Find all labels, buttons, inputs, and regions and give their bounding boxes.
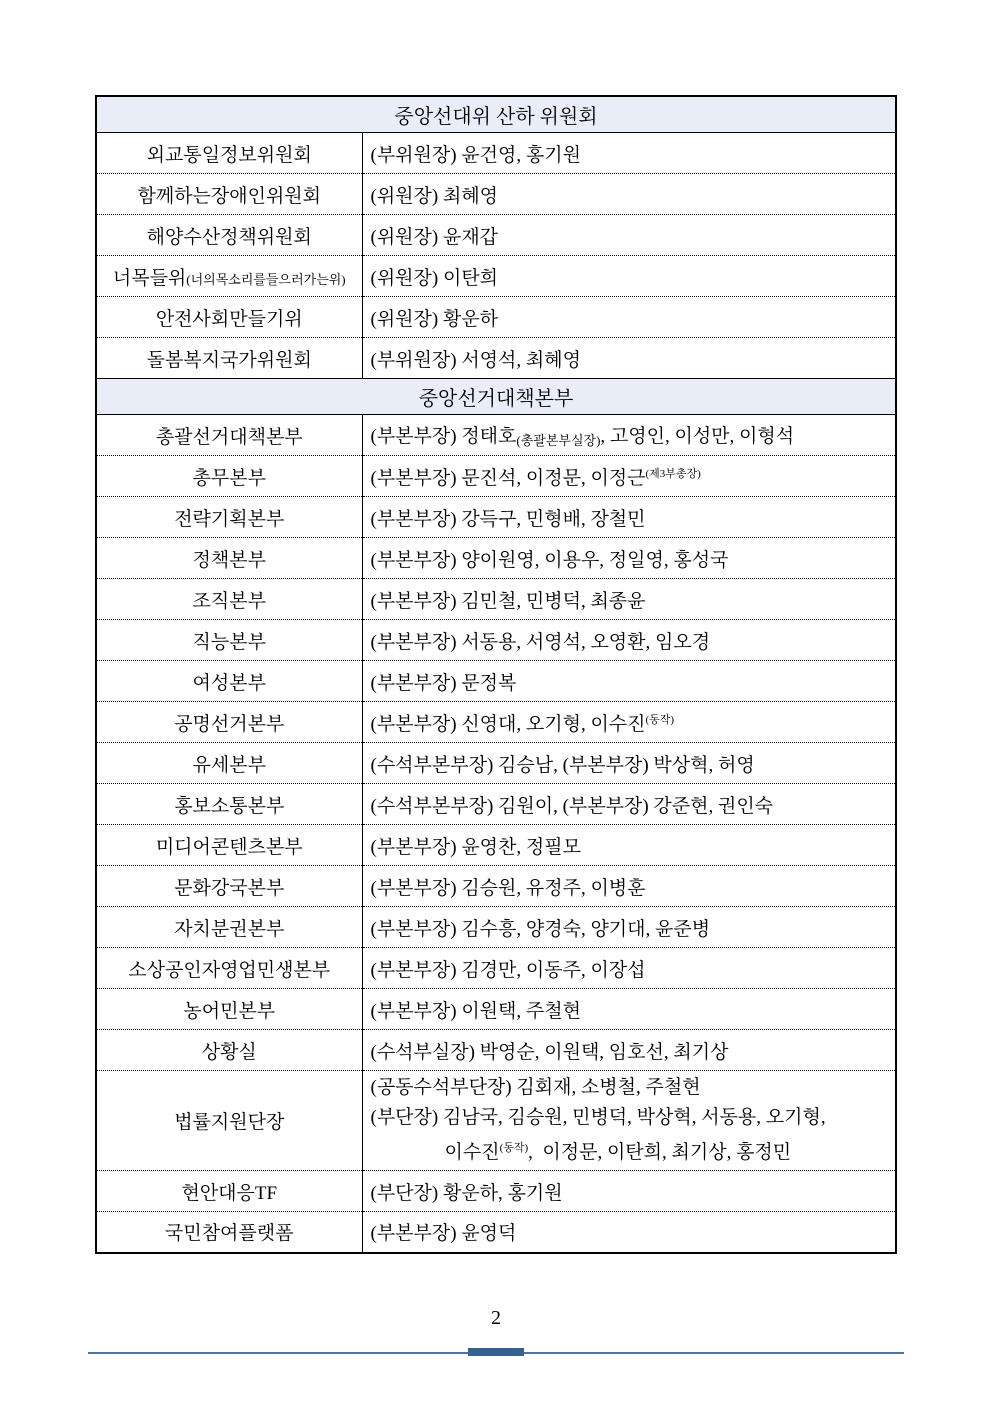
section-title: 중앙선대위 산하 위원회: [96, 96, 896, 133]
text-segment: (부위원장) 서영석, 최혜영: [370, 349, 581, 371]
text-segment: (부위원장) 윤건영, 홍기원: [370, 144, 581, 166]
text-segment: (공동수석부단장) 김회재, 소병철, 주철현: [370, 1077, 701, 1098]
text-segment: (동작): [645, 713, 675, 726]
committee-table: [95, 95, 897, 1254]
members-cell: [362, 174, 896, 215]
committee-table-body: [96, 96, 896, 1253]
text-segment: 해양수산정책위원회: [146, 226, 312, 248]
table-row: [96, 1030, 896, 1071]
members-cell: [362, 866, 896, 907]
text-segment: (수석부본부장) 김승남, (부본부장) 박상혁, 허영: [370, 754, 755, 776]
text-segment: (부본부장) 김경만, 이동주, 이장섭: [370, 959, 646, 981]
text-segment: 국민참여플랫폼: [165, 1223, 294, 1245]
org-name-cell: [96, 866, 362, 907]
text-segment: (위원장) 윤재갑: [370, 226, 499, 248]
org-name-cell: [96, 620, 362, 661]
table-row: [96, 825, 896, 866]
table-row: [96, 256, 896, 297]
table-row: [96, 338, 896, 379]
text-segment: (부본부장) 이원택, 주철현: [370, 1000, 581, 1022]
members-line: [371, 627, 890, 654]
text-segment: (부본부장) 서동용, 서영석, 오영환, 임오경: [370, 631, 711, 653]
table-row: [96, 174, 896, 215]
org-name-cell: [96, 1071, 362, 1171]
members-line: [371, 263, 890, 290]
members-line: [371, 709, 890, 736]
text-segment: (위원장) 최혜영: [370, 185, 499, 207]
text-segment: (부본부장) 김승원, 유정주, 이병훈: [370, 877, 646, 899]
members-cell: [362, 907, 896, 948]
table-row: [96, 1171, 896, 1212]
members-line: [371, 1218, 890, 1245]
members-cell: [362, 1071, 896, 1171]
table-row: [96, 661, 896, 702]
text-segment: 유세본부: [192, 754, 266, 776]
table-row: [96, 989, 896, 1030]
footer-rule-accent: [468, 1348, 524, 1356]
text-segment: 농어민본부: [183, 1000, 276, 1022]
members-line: [371, 1103, 890, 1133]
members-line: [371, 668, 890, 695]
members-cell: [362, 1030, 896, 1071]
text-segment: 미디어콘텐츠본부: [155, 836, 303, 858]
members-line: [371, 222, 890, 249]
org-name-cell: [96, 174, 362, 215]
members-line: [371, 345, 890, 372]
text-segment: (부본부장) 강득구, 민형배, 장철민: [370, 508, 646, 530]
table-row: [96, 907, 896, 948]
members-line: [371, 791, 890, 818]
org-name-cell: [96, 1212, 362, 1253]
text-segment: 여성본부: [192, 672, 266, 694]
text-segment: 법률지원단장: [174, 1112, 285, 1133]
section-header-row: [96, 96, 896, 133]
text-segment: 소상공인자영업민생본부: [128, 959, 331, 981]
members-cell: [362, 620, 896, 661]
text-segment: 전략기획본부: [174, 508, 285, 530]
members-line: [371, 586, 890, 613]
org-name-cell: [96, 579, 362, 620]
members-cell: [362, 538, 896, 579]
page-number: 2: [491, 1307, 501, 1329]
org-name-cell: [96, 297, 362, 338]
table-row: [96, 415, 896, 456]
text-segment: 공명선거본부: [174, 713, 285, 735]
members-line: [371, 463, 890, 490]
text-segment: (위원장) 황운하: [370, 308, 499, 330]
text-segment: (수석부본부장) 김원이, (부본부장) 강준현, 권인숙: [370, 795, 774, 817]
org-name-cell: [96, 825, 362, 866]
members-cell: [362, 415, 896, 456]
table-row: [96, 702, 896, 743]
table-row: [96, 620, 896, 661]
text-segment: 총괄선거대책본부: [155, 426, 303, 448]
org-name-cell: [96, 907, 362, 948]
org-name-cell: [96, 989, 362, 1030]
text-segment: (총괄본부실장): [516, 433, 601, 448]
members-line: [371, 832, 890, 859]
members-line: [371, 1037, 890, 1064]
text-segment: (수석부실장) 박영순, 이원택, 임호선, 최기상: [370, 1041, 729, 1063]
members-line: [371, 955, 890, 982]
text-segment: 돌봄복지국가위원회: [146, 349, 312, 371]
text-segment: (부본부장) 윤영찬, 정필모: [370, 836, 581, 858]
text-segment: 현안대응TF: [181, 1182, 278, 1204]
text-segment: 직능본부: [192, 631, 266, 653]
members-cell: [362, 297, 896, 338]
table-row: [96, 133, 896, 174]
text-segment: (부본부장) 정태호: [370, 426, 517, 447]
section-header-row: [96, 379, 896, 415]
text-segment: (동작): [499, 1142, 529, 1154]
table-row: [96, 215, 896, 256]
text-segment: 조직본부: [192, 590, 266, 612]
text-segment: 이수진: [444, 1142, 500, 1163]
members-cell: [362, 497, 896, 538]
members-cell: [362, 338, 896, 379]
org-name-cell: [96, 1030, 362, 1071]
org-name-cell: [96, 538, 362, 579]
text-segment: 외교통일정보위원회: [146, 144, 312, 166]
members-line: [371, 181, 890, 208]
text-segment: 자치분권본부: [174, 918, 285, 940]
members-cell: [362, 702, 896, 743]
text-segment: 총무본부: [192, 467, 266, 489]
members-cell: [362, 133, 896, 174]
members-cell: [362, 661, 896, 702]
text-segment: (부본부장) 문진석, 이정문, 이정근: [370, 467, 646, 489]
members-line: [371, 873, 890, 900]
table-row: [96, 743, 896, 784]
members-cell: [362, 256, 896, 297]
members-line: [371, 504, 890, 531]
members-cell: [362, 784, 896, 825]
org-name-cell: [96, 948, 362, 989]
org-name-cell: [96, 133, 362, 174]
table-row: [96, 1071, 896, 1171]
text-segment: 상황실: [201, 1041, 257, 1063]
text-segment: (너의목소리를들으러가는위): [186, 271, 346, 287]
text-segment: (제3부총장): [645, 467, 701, 480]
table-row: [96, 538, 896, 579]
table-row: [96, 1212, 896, 1253]
text-segment: (부본부장) 김수흥, 양경숙, 양기대, 윤준병: [370, 918, 711, 940]
text-segment: 안전사회만들기위: [155, 308, 303, 330]
text-segment: (부본부장) 문정복: [370, 672, 517, 694]
org-name-cell: [96, 456, 362, 497]
text-segment: (부본부장) 양이원영, 이용우, 정일영, 홍성국: [370, 549, 729, 571]
members-cell: [362, 989, 896, 1030]
table-row: [96, 497, 896, 538]
org-name-cell: [96, 338, 362, 379]
org-name-cell: [96, 702, 362, 743]
members-line: [371, 304, 890, 331]
table-row: [96, 866, 896, 907]
table-row: [96, 297, 896, 338]
members-cell: [362, 948, 896, 989]
text-segment: , 고영인, 이성만, 이형석: [600, 426, 795, 447]
members-line: [371, 140, 890, 167]
org-name-cell: [96, 784, 362, 825]
text-segment: (부단장) 김남국, 김승원, 민병덕, 박상혁, 서동용, 오기형,: [370, 1107, 826, 1128]
text-segment: 문화강국본부: [174, 877, 285, 899]
table-row: [96, 784, 896, 825]
text-segment: 정책본부: [192, 549, 266, 571]
members-line: [371, 1178, 890, 1205]
text-segment: (위원장) 이탄희: [370, 267, 499, 289]
text-segment: 너목들위: [112, 267, 187, 289]
members-line: [371, 421, 890, 449]
members-cell: [362, 743, 896, 784]
table-row: [96, 948, 896, 989]
members-cell: [362, 215, 896, 256]
org-name-cell: [96, 1171, 362, 1212]
text-segment: (부본부장) 신영대, 오기형, 이수진: [370, 713, 646, 735]
members-line: [371, 1133, 890, 1168]
text-segment: (부본부장) 윤영덕: [370, 1223, 517, 1245]
text-segment: , 이정문, 이탄희, 최기상, 홍정민: [528, 1142, 792, 1163]
members-line: [371, 996, 890, 1023]
members-cell: [362, 1171, 896, 1212]
org-name-cell: [96, 215, 362, 256]
members-cell: [362, 456, 896, 497]
text-segment: 함께하는장애인위원회: [137, 185, 322, 207]
text-segment: 홍보소통본부: [174, 795, 285, 817]
members-line: [371, 914, 890, 941]
org-name-cell: [96, 743, 362, 784]
members-cell: [362, 579, 896, 620]
text-segment: (부본부장) 김민철, 민병덕, 최종윤: [370, 590, 646, 612]
table-row: [96, 579, 896, 620]
members-line: [371, 1073, 890, 1103]
members-cell: [362, 1212, 896, 1253]
org-name-cell: [96, 256, 362, 297]
members-cell: [362, 825, 896, 866]
text-segment: (부단장) 황운하, 홍기원: [370, 1182, 563, 1204]
org-name-cell: [96, 661, 362, 702]
section-title: 중앙선거대책본부: [96, 379, 896, 415]
members-line: [371, 545, 890, 572]
table-row: [96, 456, 896, 497]
org-name-cell: [96, 497, 362, 538]
members-line: [371, 750, 890, 777]
org-name-cell: [96, 415, 362, 456]
